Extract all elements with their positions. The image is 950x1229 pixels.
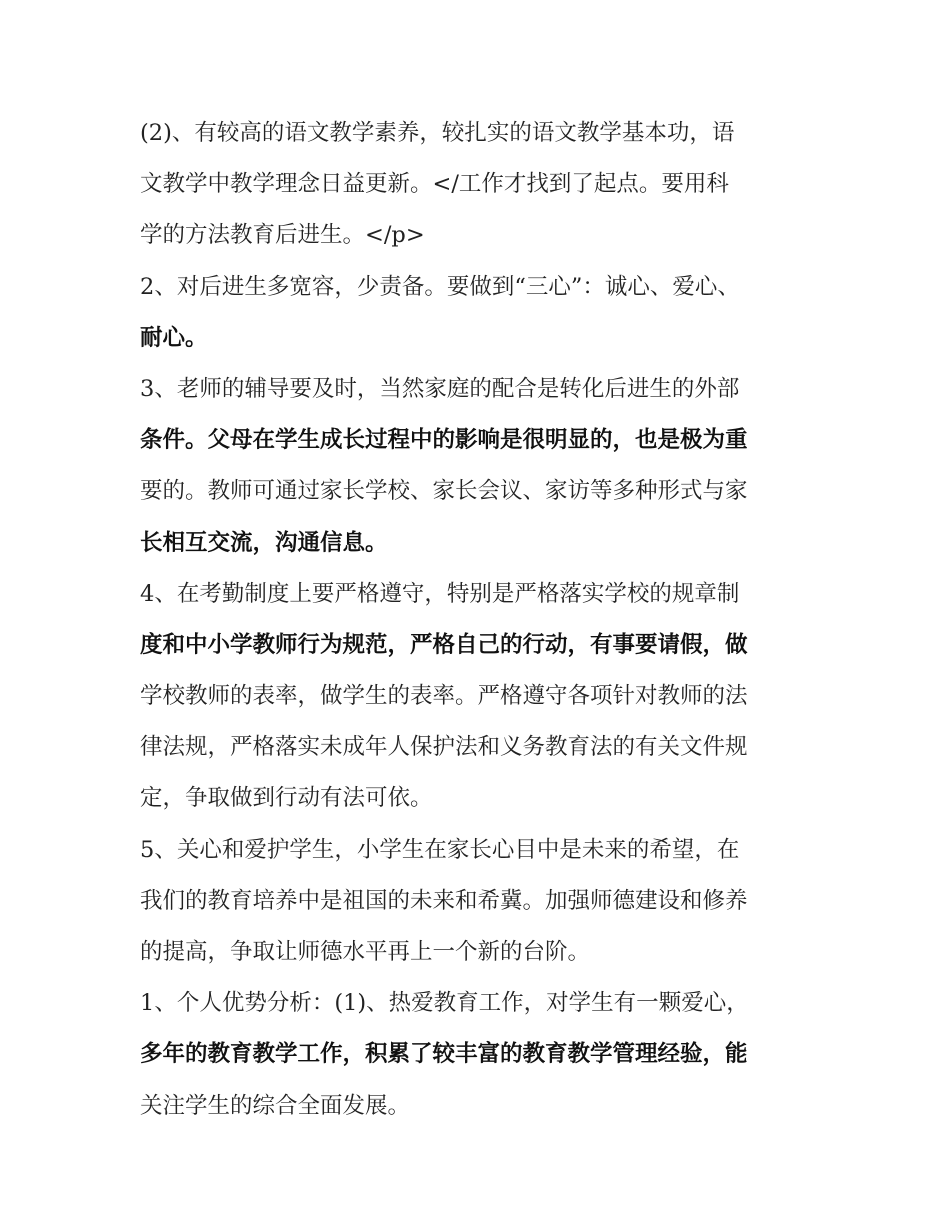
text-line: 关注学生的综合全面发展。 [140,1092,411,1119]
text-line: 3、老师的辅导要及时，当然家庭的配合是转化后进生的外部 [140,375,740,402]
text-line: 条件。父母在学生成长过程中的影响是很明显的，也是极为重 [140,427,748,454]
text-line: 文教学中教学理念日益更新。</工作才找到了起点。要用科 [140,171,729,198]
text-line: 我们的教育培养中是祖国的未来和希冀。加强师德建设和修养 [140,887,748,914]
text-line: 2、对后进生多宽容，少责备。要做到“三心”：诚心、爱心、 [140,273,740,300]
text-line: 耐心。 [140,324,208,351]
document-page [140,108,820,1132]
text-line: 学的方法教育后进生。</p> [140,222,425,249]
text-line: 4、在考勤制度上要严格遵守，特别是严格落实学校的规章制 [140,580,740,607]
text-line: 长相互交流，沟通信息。 [140,529,388,556]
text-line: 1、个人优势分析：(1)、热爱教育工作，对学生有一颗爱心， [140,990,749,1017]
text-line: 要的。教师可通过家长学校、家长会议、家访等多种形式与家 [140,478,748,505]
text-line: 的提高，争取让师德水平再上一个新的台阶。 [140,939,591,965]
text-line: 多年的教育教学工作，积累了较丰富的教育教学管理经验，能 [140,1041,748,1068]
text-line: 5、关心和爱护学生，小学生在家长心目中是未来的希望，在 [140,836,740,863]
text-line: 度和中小学教师行为规范，严格自己的行动，有事要请假，做 [140,631,748,658]
text-line: (2)、有较高的语文教学素养，较扎实的语文教学基本功，语 [140,120,735,146]
text-line: 定，争取做到行动有法可依。 [140,785,433,812]
text-line: 律法规，严格落实未成年人保护法和义务教育法的有关文件规 [140,734,748,761]
text-line: 学校教师的表率，做学生的表率。严格遵守各项针对教师的法 [140,683,748,710]
